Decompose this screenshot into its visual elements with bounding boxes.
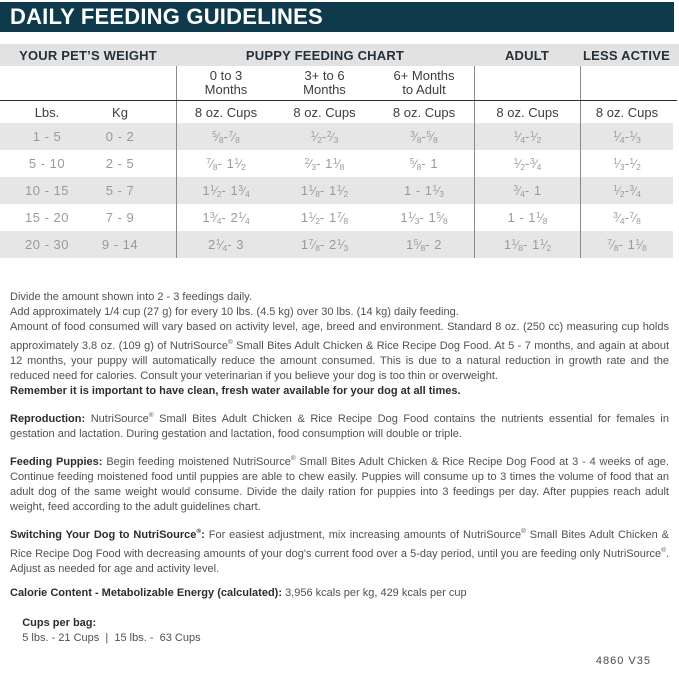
- unit-header-kg: Kg: [112, 104, 128, 120]
- group-header-adult: ADULT: [504, 47, 550, 63]
- table-group-header-row: [0, 44, 679, 66]
- month-header-line: 0 to 3: [209, 68, 243, 83]
- month-header-line: 6+ Months: [393, 68, 455, 83]
- cell-kg: 0 - 2: [105, 129, 135, 144]
- cell-less-active: $^1$⁄3 - $^1$⁄2: [580, 150, 673, 177]
- cell-puppy-3-6: 1 $^1$⁄2 - 1 $^7$⁄8: [300, 209, 349, 226]
- cell-lbs: 10 - 15: [25, 183, 69, 198]
- table-row: [0, 177, 673, 204]
- note-divide-feedings: Divide the amount shown into 2 - 3 feedings daily.: [10, 291, 252, 303]
- cell-kg: 9 - 14: [101, 237, 139, 252]
- cell-puppy-3-6: $^2$⁄3 - 1 $^1$⁄8: [304, 155, 345, 172]
- cell-puppy-0-3: 2 $^1$⁄4 - 3: [176, 231, 275, 258]
- month-header-line: to Adult: [402, 82, 446, 97]
- section-label-feeding-puppies: Feeding Puppies:: [10, 456, 103, 468]
- cell-adult: 1 - 1 $^1$⁄8: [474, 204, 580, 231]
- cell-puppy-6-adult: 1 - 1 $^1$⁄3: [404, 182, 444, 199]
- month-header-line: Months: [204, 82, 248, 97]
- cell-puppy-6-adult: $^5$⁄8 - 1: [409, 155, 439, 172]
- cell-lbs: 15 - 20: [25, 210, 69, 225]
- cell-puppy-6-adult: 1 $^5$⁄8 - 2: [406, 236, 442, 253]
- feeding-table: [0, 44, 679, 258]
- feeding-notes: [10, 290, 669, 661]
- month-header-0-3: [176, 66, 275, 100]
- table-row: [0, 231, 673, 258]
- cell-lbs: 1 - 5: [32, 129, 62, 144]
- unit-spacer: [146, 101, 176, 123]
- month-header-6-adult: [374, 66, 474, 100]
- title-bar: [0, 2, 674, 32]
- cell-spacer: [146, 231, 176, 258]
- cell-puppy-3-6: 1 $^1$⁄8 - 1 $^1$⁄2: [300, 182, 349, 199]
- section-text: Begin feeding moistened NutriSource® Small Bites Adult Chicken & Rice Recipe Dog Food at 3 - 4 weeks of age. Continue feeding moistened food until puppies are able to chew easily. Puppies will consume up to 3 times the volume of food that an adult dog of the same weight would consume. Divide the daily ration for puppies into 3 feedings per day. After puppies reach adult weight, feed according to the adult guidelines chart.: [10, 455, 669, 513]
- cell-adult: $^3$⁄4 - 1: [474, 177, 580, 204]
- cell-adult: $^1$⁄2 - $^3$⁄4: [474, 150, 580, 177]
- cell-puppy-0-3: 1 $^3$⁄4 - 2 $^1$⁄4: [176, 204, 275, 231]
- section-cups-per-bag: [10, 601, 669, 661]
- footer-code: 4860 V35: [595, 655, 651, 667]
- cell-spacer: [146, 150, 176, 177]
- cell-spacer: [146, 123, 176, 150]
- month-header-line: 3+ to 6: [304, 68, 345, 83]
- unit-header-cups: 8 oz. Cups: [293, 104, 356, 120]
- months-spacer-less-active: [580, 66, 673, 100]
- cell-adult: 1 $^1$⁄8 - 1 $^1$⁄2: [474, 231, 580, 258]
- section-label-switching: Switching Your Dog to NutriSource®:: [10, 528, 205, 541]
- unit-header-lbs: Lbs.: [34, 104, 60, 120]
- table-row: [0, 150, 673, 177]
- table-units-row: [0, 101, 673, 123]
- cell-puppy-6-adult: $^3$⁄8 - $^5$⁄8: [410, 128, 438, 145]
- section-label-cups: Cups per bag:: [22, 617, 97, 629]
- cell-puppy-3-6: $^1$⁄2 - $^2$⁄3: [310, 128, 339, 145]
- cell-puppy-0-3: $^5$⁄8 - $^7$⁄8: [176, 123, 275, 150]
- section-text: For easiest adjustment, mix increasing amounts of NutriSource® Small Bites Adult Chicken & Rice Recipe Dog Food with decreasing amounts of your dog's current food over a 5-day period, until you are feeding only NutriSource®. Adjust as needed for age and activity level.: [10, 528, 669, 575]
- unit-header-cups: 8 oz. Cups: [392, 104, 456, 120]
- unit-header-cups: 8 oz. Cups: [176, 101, 275, 123]
- cell-puppy-0-3: $^7$⁄8 - 1 $^1$⁄2: [176, 150, 275, 177]
- cell-less-active: $^3$⁄4 - $^7$⁄8: [580, 204, 673, 231]
- cell-puppy-0-3: 1 $^1$⁄2 - 1 $^3$⁄4: [176, 177, 275, 204]
- section-text: 5 lbs. - 21 Cups | 15 lbs. - 63 Cups: [22, 632, 201, 644]
- section-text: 3,956 kcals per kg, 429 kcals per cup: [285, 587, 467, 599]
- unit-header-cups: 8 oz. Cups: [580, 101, 673, 123]
- note-fresh-water: Remember it is important to have clean, fresh water available for your dog at all times.: [10, 385, 461, 397]
- months-spacer-adult: [474, 66, 580, 100]
- page-title: DAILY FEEDING GUIDELINES: [10, 4, 323, 29]
- cell-kg: 5 - 7: [105, 183, 135, 198]
- group-header-less-active: LESS ACTIVE: [583, 47, 670, 63]
- cell-less-active: $^1$⁄2 - $^3$⁄4: [580, 177, 673, 204]
- group-header-pet-weight: YOUR PET’S WEIGHT: [19, 47, 157, 63]
- cell-spacer: [146, 204, 176, 231]
- section-reproduction: [10, 408, 669, 442]
- section-switching: [10, 524, 669, 577]
- table-row: [0, 123, 673, 150]
- table-row: [0, 204, 673, 231]
- section-label-calorie: Calorie Content - Metabolizable Energy (calculated):: [10, 587, 282, 599]
- cell-kg: 7 - 9: [105, 210, 135, 225]
- section-calorie-content: [10, 586, 669, 601]
- section-feeding-puppies: [10, 451, 669, 515]
- cell-less-active: $^1$⁄4 - $^1$⁄3: [580, 123, 673, 150]
- months-spacer: [0, 66, 176, 100]
- unit-header-cups: 8 oz. Cups: [474, 101, 580, 123]
- cell-puppy-3-6: 1 $^7$⁄8 - 2 $^1$⁄3: [300, 236, 349, 253]
- cell-less-active: $^7$⁄8 - 1 $^1$⁄8: [580, 231, 673, 258]
- cell-kg: 2 - 5: [105, 156, 135, 171]
- cell-puppy-6-adult: 1 $^1$⁄3 - 1 $^5$⁄8: [400, 209, 448, 226]
- cell-spacer: [146, 177, 176, 204]
- table-months-row: [0, 66, 673, 100]
- note-add-amount: Add approximately 1/4 cup (27 g) for every 10 lbs. (4.5 kg) over 30 lbs. (14 kg) daily feeding.: [10, 306, 459, 318]
- note-consumption: Amount of food consumed will vary based on activity level, age, breed and environment. Standard 8 oz. (250 cc) measuring cup holds approximately 3.8 oz. (109 g) of NutriSource® Small Bites Adult Chicken & Rice Recipe Dog Food. At 5 - 7 months, and again at about 12 months, your puppy will automatically reduce the amount consumed. This is due to a natural reduction in growth rate and the reduced need for calories. Consult your veterinarian if you believe your dog is too thin or overweight.: [10, 321, 670, 382]
- month-header-line: Months: [303, 82, 346, 97]
- section-text: NutriSource® Small Bites Adult Chicken & Rice Recipe Dog Food contains the nutrients essential for females in gestation and lactation. During gestation and lactation, food consumption will double or triple.: [10, 412, 669, 440]
- section-label-reproduction: Reproduction:: [10, 413, 86, 425]
- month-header-3-6: [275, 66, 374, 100]
- cell-lbs: 20 - 30: [25, 237, 69, 252]
- group-header-puppy-chart: PUPPY FEEDING CHART: [245, 47, 405, 63]
- cell-lbs: 5 - 10: [28, 156, 66, 171]
- cell-adult: $^1$⁄4 - $^1$⁄2: [474, 123, 580, 150]
